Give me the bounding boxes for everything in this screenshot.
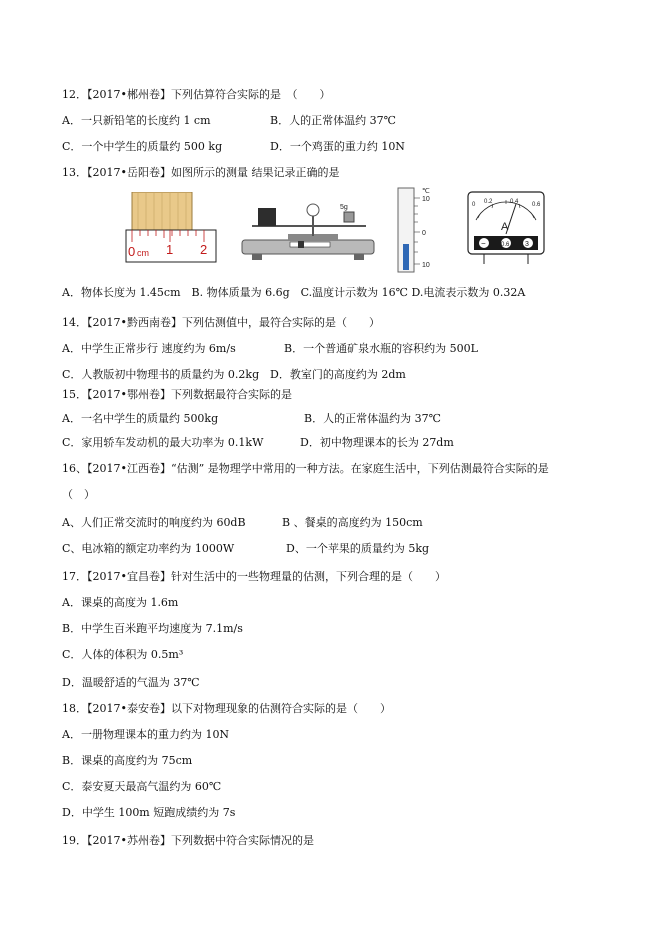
question-14-option-b: B．一个普通矿泉水瓶的容积约为 500L [284,342,478,355]
question-12-option-a: A．一只新铅笔的长度约 1 cm [62,114,211,127]
question-13-answer-line: A．物体长度为 1.45cm B. 物体质量为 6.6g C.温度计示数为 16℃ D.电流表示数为 0.32A [62,286,526,299]
question-17-option-c: C．人体的体积为 0.5m³ [62,648,184,661]
terminal-3: 3 [525,241,529,248]
thermometer-tick-top: 10 [422,196,430,203]
question-14-option-d: D．教室门的高度约为 2dm [270,368,406,381]
ammeter-scale-1: 0.2 [484,199,493,205]
question-16-option-a: A、人们正常交流时的响度约为 60dB [62,516,246,529]
thermometer-unit: ℃ [422,188,430,195]
question-18-stem: 18．【2017•泰安卷】以下对物理现象的估测符合实际的是（ ） [62,702,391,715]
ruler-tick-2: 2 [200,242,208,257]
weight-label: 5g [340,204,348,211]
question-14-option-c: C．人教版初中物理书的质量约为 0.2kg [62,368,260,381]
question-12-option-b: B．人的正常体温约 37℃ [270,114,396,127]
question-15-option-c: C．家用轿车发动机的最大功率为 0.1kW [62,436,264,449]
ammeter-scale-3: 0.6 [532,202,541,208]
question-15-option-b: B．人的正常体温约为 37℃ [304,412,441,425]
question-17-stem: 17．【2017•宜昌卷】针对生活中的一些物理量的估测，下列合理的是（ ） [62,570,446,583]
question-16-option-b: B 、餐桌的高度约为 150cm [282,516,423,529]
ruler-tick-0: 0 [128,244,136,259]
ruler-unit: cm [137,248,149,258]
thermometer-tick-mid: 0 [422,230,426,237]
question-16-option-d: D、一个苹果的质量约为 5kg [286,542,430,555]
ammeter-scale-2: 0.4 [510,199,519,205]
question-15-stem: 15．【2017•鄂州卷】下列数据最符合实际的是 [62,388,292,401]
question-14-stem: 14．【2017•黔西南卷】下列估测值中，最符合实际的是（ ） [62,316,380,329]
balance-figure [238,200,378,262]
question-16-option-c: C、电冰箱的额定功率约为 1000W [62,542,235,555]
question-13-stem: 13．【2017•岳阳卷】如图所示的测量 结果记录正确的是 [62,166,340,179]
question-16-stem-cont: （ ） [62,488,95,501]
ruler-tick-1: 1 [166,242,174,257]
question-12-option-c: C．一个中学生的质量约 500 kg [62,140,223,153]
thermometer-figure [394,184,438,274]
question-16-stem: 16、【2017•江西卷】“估测” 是物理学中常用的一种方法。在家庭生活中，下列估测最符合实际的是 [62,462,549,475]
ammeter-figure [466,190,546,266]
question-17-option-d: D．温暖舒适的气温为 37℃ [62,676,200,689]
question-12-stem: 12．【2017•郴州卷】下列估算符合实际的是 （ ） [62,88,331,101]
ammeter-label: A [501,221,509,233]
question-12-option-d: D．一个鸡蛋的重力约 10N [270,140,405,153]
question-18-option-a: A．一册物理课本的重力约为 10N [62,728,230,741]
question-18-option-c: C．泰安夏天最高气温约为 60℃ [62,780,222,793]
question-18-option-d: D．中学生 100m 短跑成绩约为 7s [62,806,236,819]
question-15-option-a: A．一名中学生的质量约 500kg [62,412,219,425]
thermometer-tick-bottom: 10 [422,262,430,269]
terminal-0-6: 0.6 [501,242,510,248]
terminal-minus: − [481,239,486,248]
question-19-stem: 19．【2017•苏州卷】下列数据中符合实际情况的是 [62,834,314,847]
question-14-option-a: A．中学生正常步行 速度约为 6m/s [62,342,236,355]
question-17-option-b: B．中学生百米跑平均速度为 7.1m/s [62,622,243,635]
ammeter-scale-0: 0 [472,202,476,208]
ruler-figure [120,192,220,264]
question-17-option-a: A．课桌的高度为 1.6m [62,596,179,609]
question-15-option-d: D．初中物理课本的长为 27dm [300,436,454,449]
question-18-option-b: B．课桌的高度约为 75cm [62,754,193,767]
